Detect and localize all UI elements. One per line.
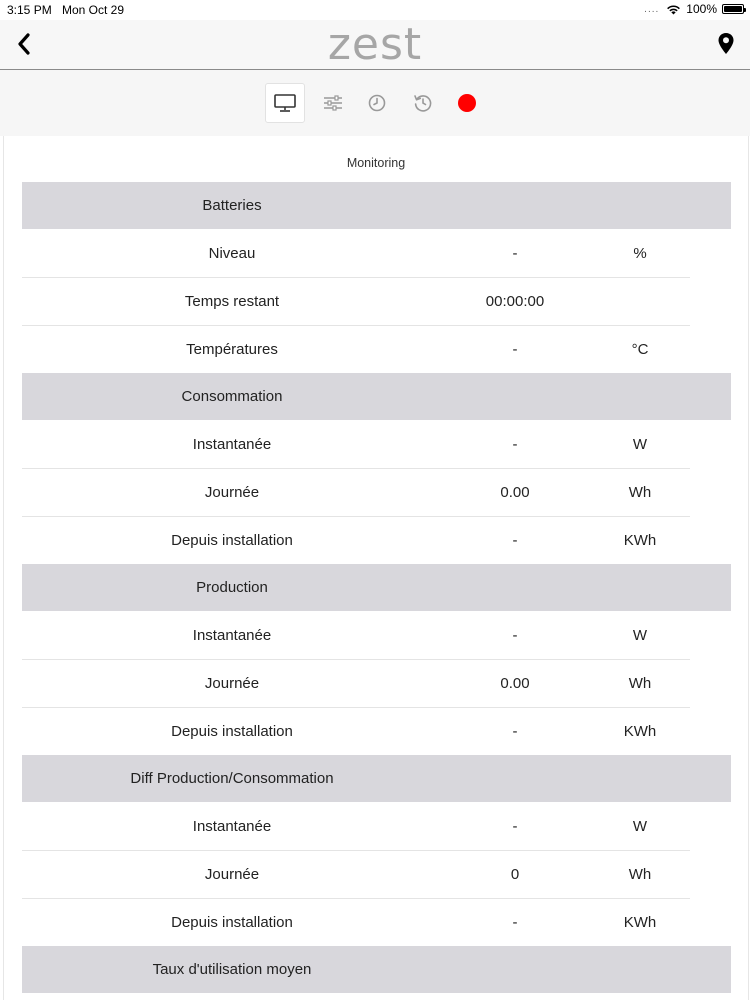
schedule-tab[interactable] [358, 84, 396, 122]
row-value: - [512, 627, 518, 644]
table-row [22, 326, 690, 373]
row-name: Instantanée [192, 818, 272, 835]
row-unit: °C [631, 341, 649, 358]
mode-toolbar [0, 70, 750, 136]
table-row [22, 230, 690, 278]
cellular-dots: .... [644, 3, 660, 15]
row-unit: W [632, 436, 648, 453]
sliders-icon [323, 94, 343, 112]
monitoring-table [22, 182, 731, 994]
row-value: 0.00 [500, 675, 530, 692]
row-name: Depuis installation [171, 914, 293, 931]
record-icon [458, 94, 476, 112]
group-header-label: Batteries [202, 197, 262, 214]
row-name: Journée [204, 484, 260, 501]
location-button[interactable] [714, 30, 738, 58]
row-name: Niveau [208, 245, 256, 262]
row-unit: % [633, 245, 647, 262]
table-row [22, 899, 690, 946]
row-value: - [512, 723, 518, 740]
table-row [22, 469, 690, 517]
row-name: Journée [204, 866, 260, 883]
row-name: Journée [204, 675, 260, 692]
battery-percent: 100% [686, 2, 717, 16]
table-row [22, 708, 690, 755]
group-header [22, 182, 731, 229]
group-header-label: Taux d'utilisation moyen [152, 961, 312, 978]
map-pin-icon [714, 30, 738, 58]
row-unit: KWh [623, 723, 657, 740]
row-unit: W [632, 627, 648, 644]
app-logo: zest [327, 19, 423, 70]
row-name: Depuis installation [171, 532, 293, 549]
wifi-icon [666, 4, 681, 15]
nav-bar [0, 20, 750, 70]
group-header [22, 564, 731, 611]
clock-icon [367, 93, 387, 113]
row-value: - [512, 245, 518, 262]
monitor-icon [273, 93, 297, 113]
group-header [22, 946, 731, 993]
row-unit: W [632, 818, 648, 835]
table-row [22, 803, 690, 851]
table-row [22, 660, 690, 708]
row-value: - [512, 818, 518, 835]
table-row [22, 612, 690, 660]
row-value: 0.00 [500, 484, 530, 501]
row-value: 0 [510, 866, 520, 883]
row-name: Instantanée [192, 627, 272, 644]
row-unit: Wh [628, 675, 652, 692]
row-value: - [512, 341, 518, 358]
table-row [22, 421, 690, 469]
monitoring-tab[interactable] [265, 83, 305, 123]
history-tab[interactable] [404, 84, 442, 122]
settings-tab[interactable] [314, 84, 352, 122]
table-row [22, 278, 690, 326]
row-name: Instantanée [192, 436, 272, 453]
status-time: 3:15 PM [7, 3, 52, 17]
status-indicators [644, 2, 744, 16]
row-value: - [512, 436, 518, 453]
row-value: 00:00:00 [485, 293, 545, 310]
row-name: Temps restant [184, 293, 280, 310]
group-header [22, 373, 731, 420]
group-header-label: Diff Production/Consommation [130, 770, 334, 787]
row-unit: KWh [623, 532, 657, 549]
history-icon [413, 93, 433, 113]
status-date: Mon Oct 29 [62, 3, 125, 17]
monitoring-panel [3, 136, 749, 1000]
table-row [22, 517, 690, 564]
group-header-label: Production [196, 579, 268, 596]
status-bar [0, 0, 750, 20]
group-header [22, 755, 731, 802]
row-unit: Wh [628, 484, 652, 501]
table-row [22, 851, 690, 899]
row-value: - [512, 914, 518, 931]
row-unit: Wh [628, 866, 652, 883]
row-unit: KWh [623, 914, 657, 931]
record-button[interactable] [448, 84, 486, 122]
row-value: - [512, 532, 518, 549]
row-name: Températures [186, 341, 278, 358]
page-title: Monitoring [346, 156, 406, 170]
group-header-label: Consommation [181, 388, 283, 405]
battery-icon [722, 4, 744, 14]
row-name: Depuis installation [171, 723, 293, 740]
